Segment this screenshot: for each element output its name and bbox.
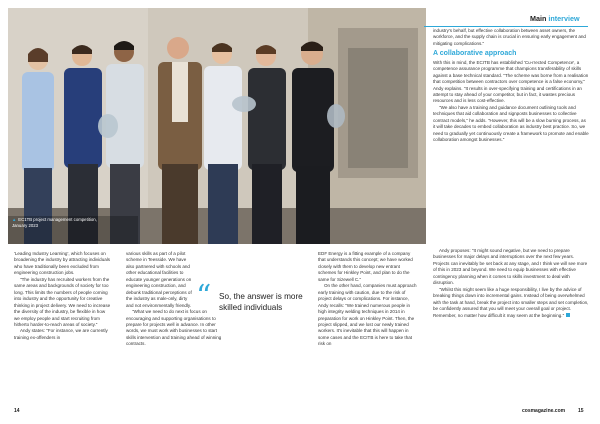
pull-quote-text: So, the answer is more skilled individuals bbox=[219, 292, 303, 312]
page-number-right: 15 bbox=[578, 408, 584, 414]
page-number-left: 14 bbox=[14, 408, 20, 414]
paragraph: "The industry has recruited workers from the same areas and backgrounds of society for too long. This limits the numbers of people coming into industry and the opportunity for creative thinking in project delivery. We need to increase the diversity of the industry, be flexible in how we employ people and start recruiting from hitherto harder-to-reach areas of society." bbox=[14, 276, 111, 327]
column-4 bbox=[433, 28, 589, 144]
subheading: A collaborative approach bbox=[433, 50, 517, 58]
paragraph: various skills as part of a pilot scheme in Teesside. We have also partnered with schools and other educational facilities to educate younger generations on engineering construction, and debunk traditional perceptions of the industry as male-only, dirty and not environmentally friendly. bbox=[126, 251, 192, 308]
column-1 bbox=[14, 251, 112, 341]
group-photo bbox=[8, 8, 426, 244]
paragraph: "We also have a training and guidance document outlining tools and techniques that aid collaboration and signposts businesses to collective contract models," he adds. "However, this will be a slow burning process, as it will take decades to embed collaboration as industry best practice. So, we need to gradually yet continuously create a framework to promote and enable collaboration amongst businesses." bbox=[433, 104, 589, 143]
group-photo-illustration bbox=[8, 8, 426, 244]
paragraph: "What we need to do next is focus on encouraging and supporting organisations to prepare for projects well in advance. In other words, we must work with businesses to start skills intervention and training ahead of winning contracts. bbox=[126, 309, 222, 347]
paragraph: On the other hand, companies must approach early training with caution, due to the risk of project delays or complications. For instance, Andy recalls: "We trained numerous people in high integrity welding techniques in 2014 in preparation for work on Hinkley Point. Then, the project slipped, and we lost our newly trained workers. It's inevitable that this will happen in some cases and the ECITB is here to take that risk on bbox=[318, 283, 417, 347]
paragraph: With this in mind, the ECITB has established 'Cu-rrected Competence', a competence assurance programme that champions transferability of skills against a base technical standard. "The scheme was borne from a realisation that competition between contractors over competence is a false economy," Andy explains. "It results in over-specifying training and certifications in an attempt to stay ahead of your competitor, but in fact, it wastes precious resources and is less cost-effective. bbox=[433, 59, 589, 104]
paragraph: Andy states: "For instance, we are currently training ex-offenders in bbox=[14, 328, 108, 340]
end-mark-icon bbox=[566, 313, 570, 317]
photo-caption bbox=[12, 217, 104, 229]
paragraph: EDF Energy is a fitting example of a company that understands this concept; we have worked closely with them to develop new entrant schemes for Hinkley Point, and plan to do the same for Sizewell C." bbox=[318, 251, 413, 282]
caption-text: EC1TB project management competition, January 2023 bbox=[12, 217, 97, 228]
section-label: Main bbox=[530, 14, 547, 23]
paragraph bbox=[433, 287, 589, 319]
section-header bbox=[530, 14, 580, 23]
triangle-icon: ▲ bbox=[12, 217, 17, 222]
quote-mark-icon: “ bbox=[196, 279, 212, 314]
column-5 bbox=[433, 248, 589, 319]
header-rule bbox=[424, 26, 588, 27]
paragraph: 'Leading Industry Learning', which focuses on broadening the industry by attracting individuals who have traditionally been excluded from engineering construction jobs. bbox=[14, 251, 111, 276]
subsection-label: interview bbox=[548, 14, 580, 23]
paragraph: industry's behalf, but effective collaboration between asset owners, the workforce, and the supply chain is crucial in ensuring early engagement and mitigating complications." bbox=[433, 28, 586, 46]
magazine-url: cosmagazine.com bbox=[522, 408, 566, 414]
paragraph-text: "Whilst this might seem like a huge responsibility, I live by the advice of breaking things down into incremental gains. Instead of being overwhelmed with the task at hand, break the project into smaller steps and set completion, be confidently assured that you will meet your overall goal or project. Remember, no matter how difficult it may seem at the beginning." bbox=[433, 286, 589, 318]
paragraph: Andy proposes: "It might sound negative, but we need to prepare businesses for major delays and interruptions over the next few years. Projects can inevitably be set back at any stage, and I think we will see more of this in 2023 and beyond. We need to equip businesses with effective contingency planning when it comes to skills investment to deal with disruption. bbox=[433, 248, 588, 286]
column-3 bbox=[318, 251, 418, 348]
